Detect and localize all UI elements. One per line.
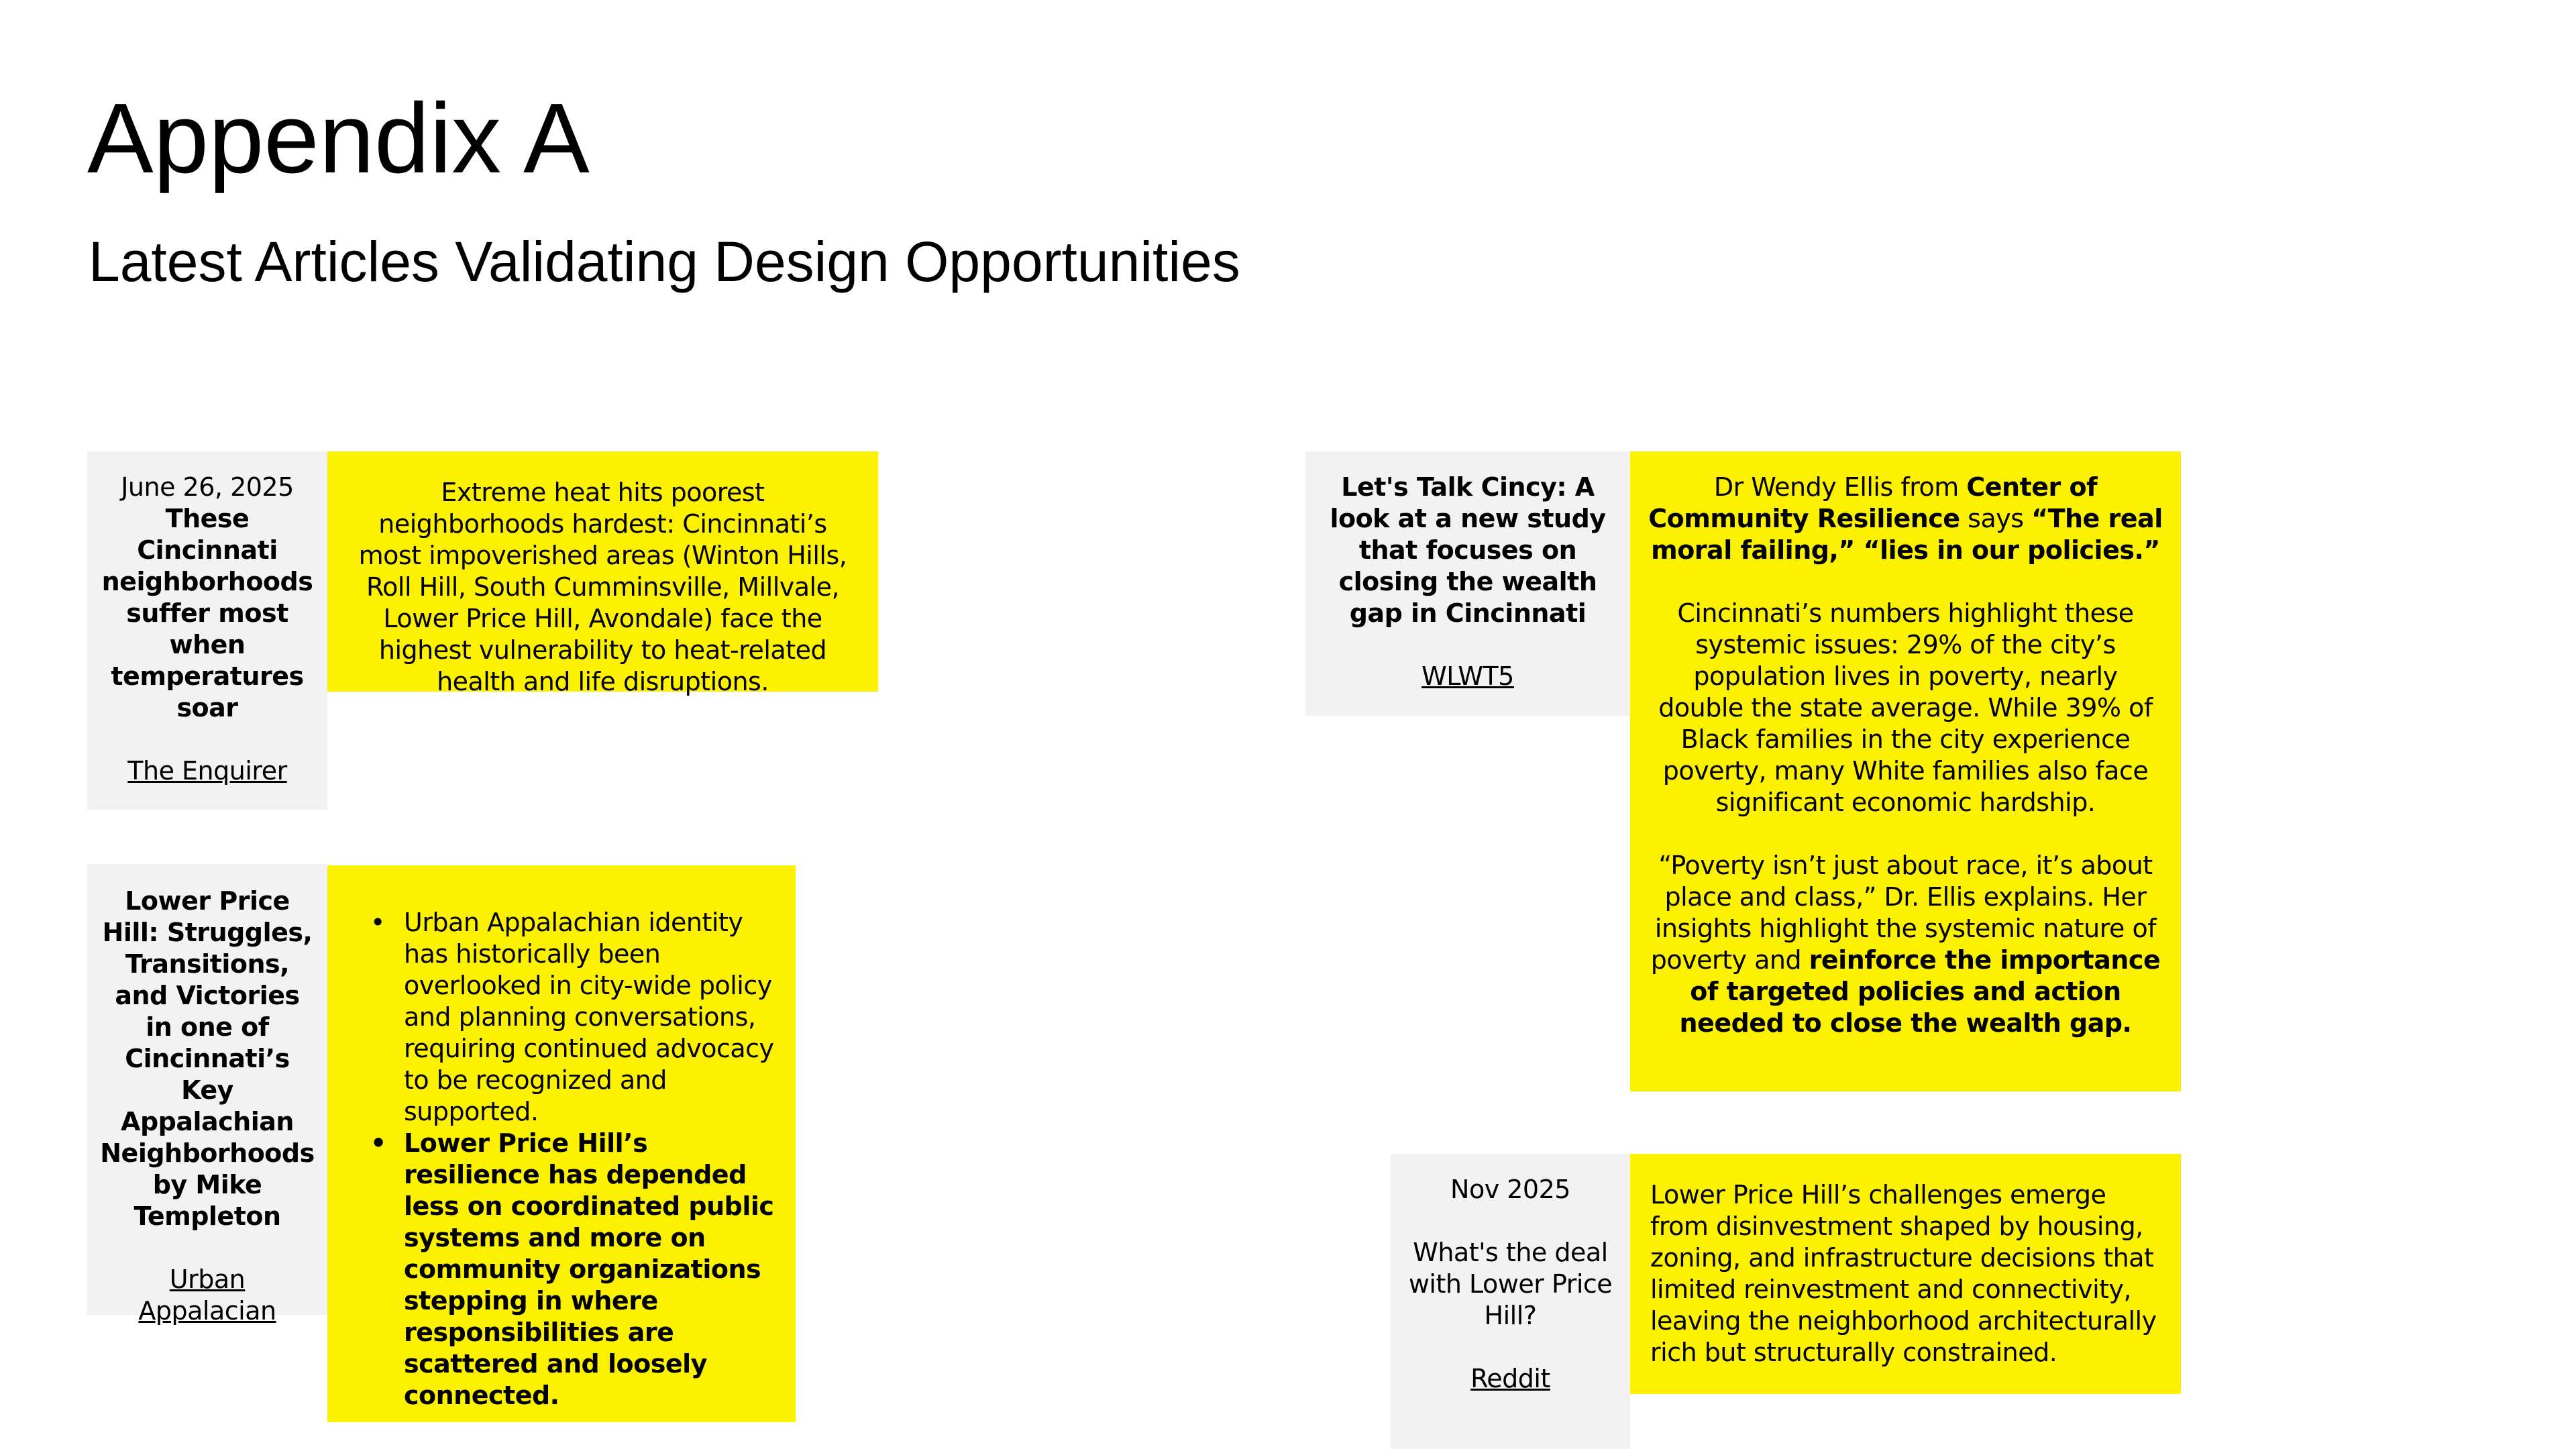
summary-bullet-item bbox=[370, 1128, 775, 1411]
article-headline: Let's Talk Cincy: A look at a new study that focuses on closing the wealth gap in Cincinnati bbox=[1330, 472, 1606, 628]
article-headline: What's the deal with Lower Price Hill? bbox=[1408, 1238, 1613, 1330]
source-link-enquirer[interactable]: The Enquirer bbox=[127, 756, 287, 786]
article-date: Nov 2025 bbox=[1450, 1175, 1570, 1204]
article-summary-card-heat bbox=[327, 451, 878, 696]
summary-bullet-item bbox=[370, 907, 775, 1128]
article-summary: Extreme heat hits poorest neighborhoods hardest: Cincinnati’s most impoverished areas (Winton Hills, Roll Hill, South Cumminsville, Millvale, Lower Price Hill, Avondale) face the highest vulnerability to heat-related health and life disruptions. bbox=[358, 478, 847, 696]
source-link-reddit[interactable]: Reddit bbox=[1470, 1364, 1550, 1393]
article-source-card-reddit bbox=[1391, 1154, 1630, 1449]
quote-paragraph-text: “Poverty isn’t just about race, it’s about place and class,” Dr. Ellis explains. Her insights highlight the systemic nature of poverty and bbox=[1650, 851, 2157, 975]
page-title: Appendix A bbox=[87, 83, 590, 194]
source-link-wlwt5[interactable]: WLWT5 bbox=[1421, 661, 1514, 691]
organization-name: Center of Community Resilience bbox=[1648, 472, 2098, 533]
article-summary-card-reddit bbox=[1630, 1154, 2181, 1394]
article-summary-card-wealth-gap bbox=[1630, 451, 2181, 1091]
quote-text: “The real moral failing,” “lies in our policies.” bbox=[1651, 504, 2163, 565]
article-summary-card-appalachian bbox=[327, 865, 796, 1422]
source-link-urban-appalachian[interactable]: Urban Appalacian bbox=[138, 1265, 276, 1326]
summary-paragraph-stats: Cincinnati’s numbers highlight these systemic issues: 29% of the city’s population lives in poverty, nearly double the state average. While 39% of Black families in the city experience poverty, many White families also face significant economic hardship. bbox=[1658, 598, 2153, 817]
article-source-card-enquirer bbox=[87, 451, 327, 810]
quote-paragraph-emphasis: reinforce the importance of targeted policies and action needed to close the wealth gap. bbox=[1679, 945, 2161, 1038]
bullet-icon: • bbox=[370, 1128, 386, 1158]
article-source-card-urban-appalachian bbox=[87, 864, 327, 1326]
summary-paragraph-intro bbox=[1648, 472, 2163, 566]
article-source-card-wlwt5 bbox=[1305, 451, 1630, 716]
bullet-icon: • bbox=[370, 908, 385, 937]
article-headline: Lower Price Hill: Struggles, Transitions, and Victories in one of Cincinnati’s Key Appalachian Neighborhoods by Mike Templeton bbox=[100, 886, 315, 1231]
page-subtitle: Latest Articles Validating Design Opportunities bbox=[89, 230, 1240, 293]
summary-bullet-list bbox=[370, 907, 775, 1411]
intro-says: says bbox=[1960, 504, 2032, 533]
bullet-text: Urban Appalachian identity has historically been overlooked in city-wide policy and planning conversations, requiring continued advocacy to be recognized and supported. bbox=[404, 908, 774, 1126]
intro-text: Dr Wendy Ellis from bbox=[1713, 472, 1967, 502]
bullet-text: Lower Price Hill’s resilience has depended less on coordinated public systems and more on community organizations stepping in where responsibilities are scattered and loosely connected. bbox=[404, 1128, 774, 1410]
summary-paragraph-quote bbox=[1648, 850, 2163, 1039]
article-headline: These Cincinnati neighborhoods suffer most when temperatures soar bbox=[101, 504, 313, 722]
article-summary: Lower Price Hill’s challenges emerge from disinvestment shaped by housing, zoning, and infrastructure decisions that limited reinvestment and connectivity, leaving the neighborhood architecturally rich but structurally constrained. bbox=[1650, 1180, 2157, 1367]
article-date: June 26, 2025 bbox=[121, 472, 294, 502]
